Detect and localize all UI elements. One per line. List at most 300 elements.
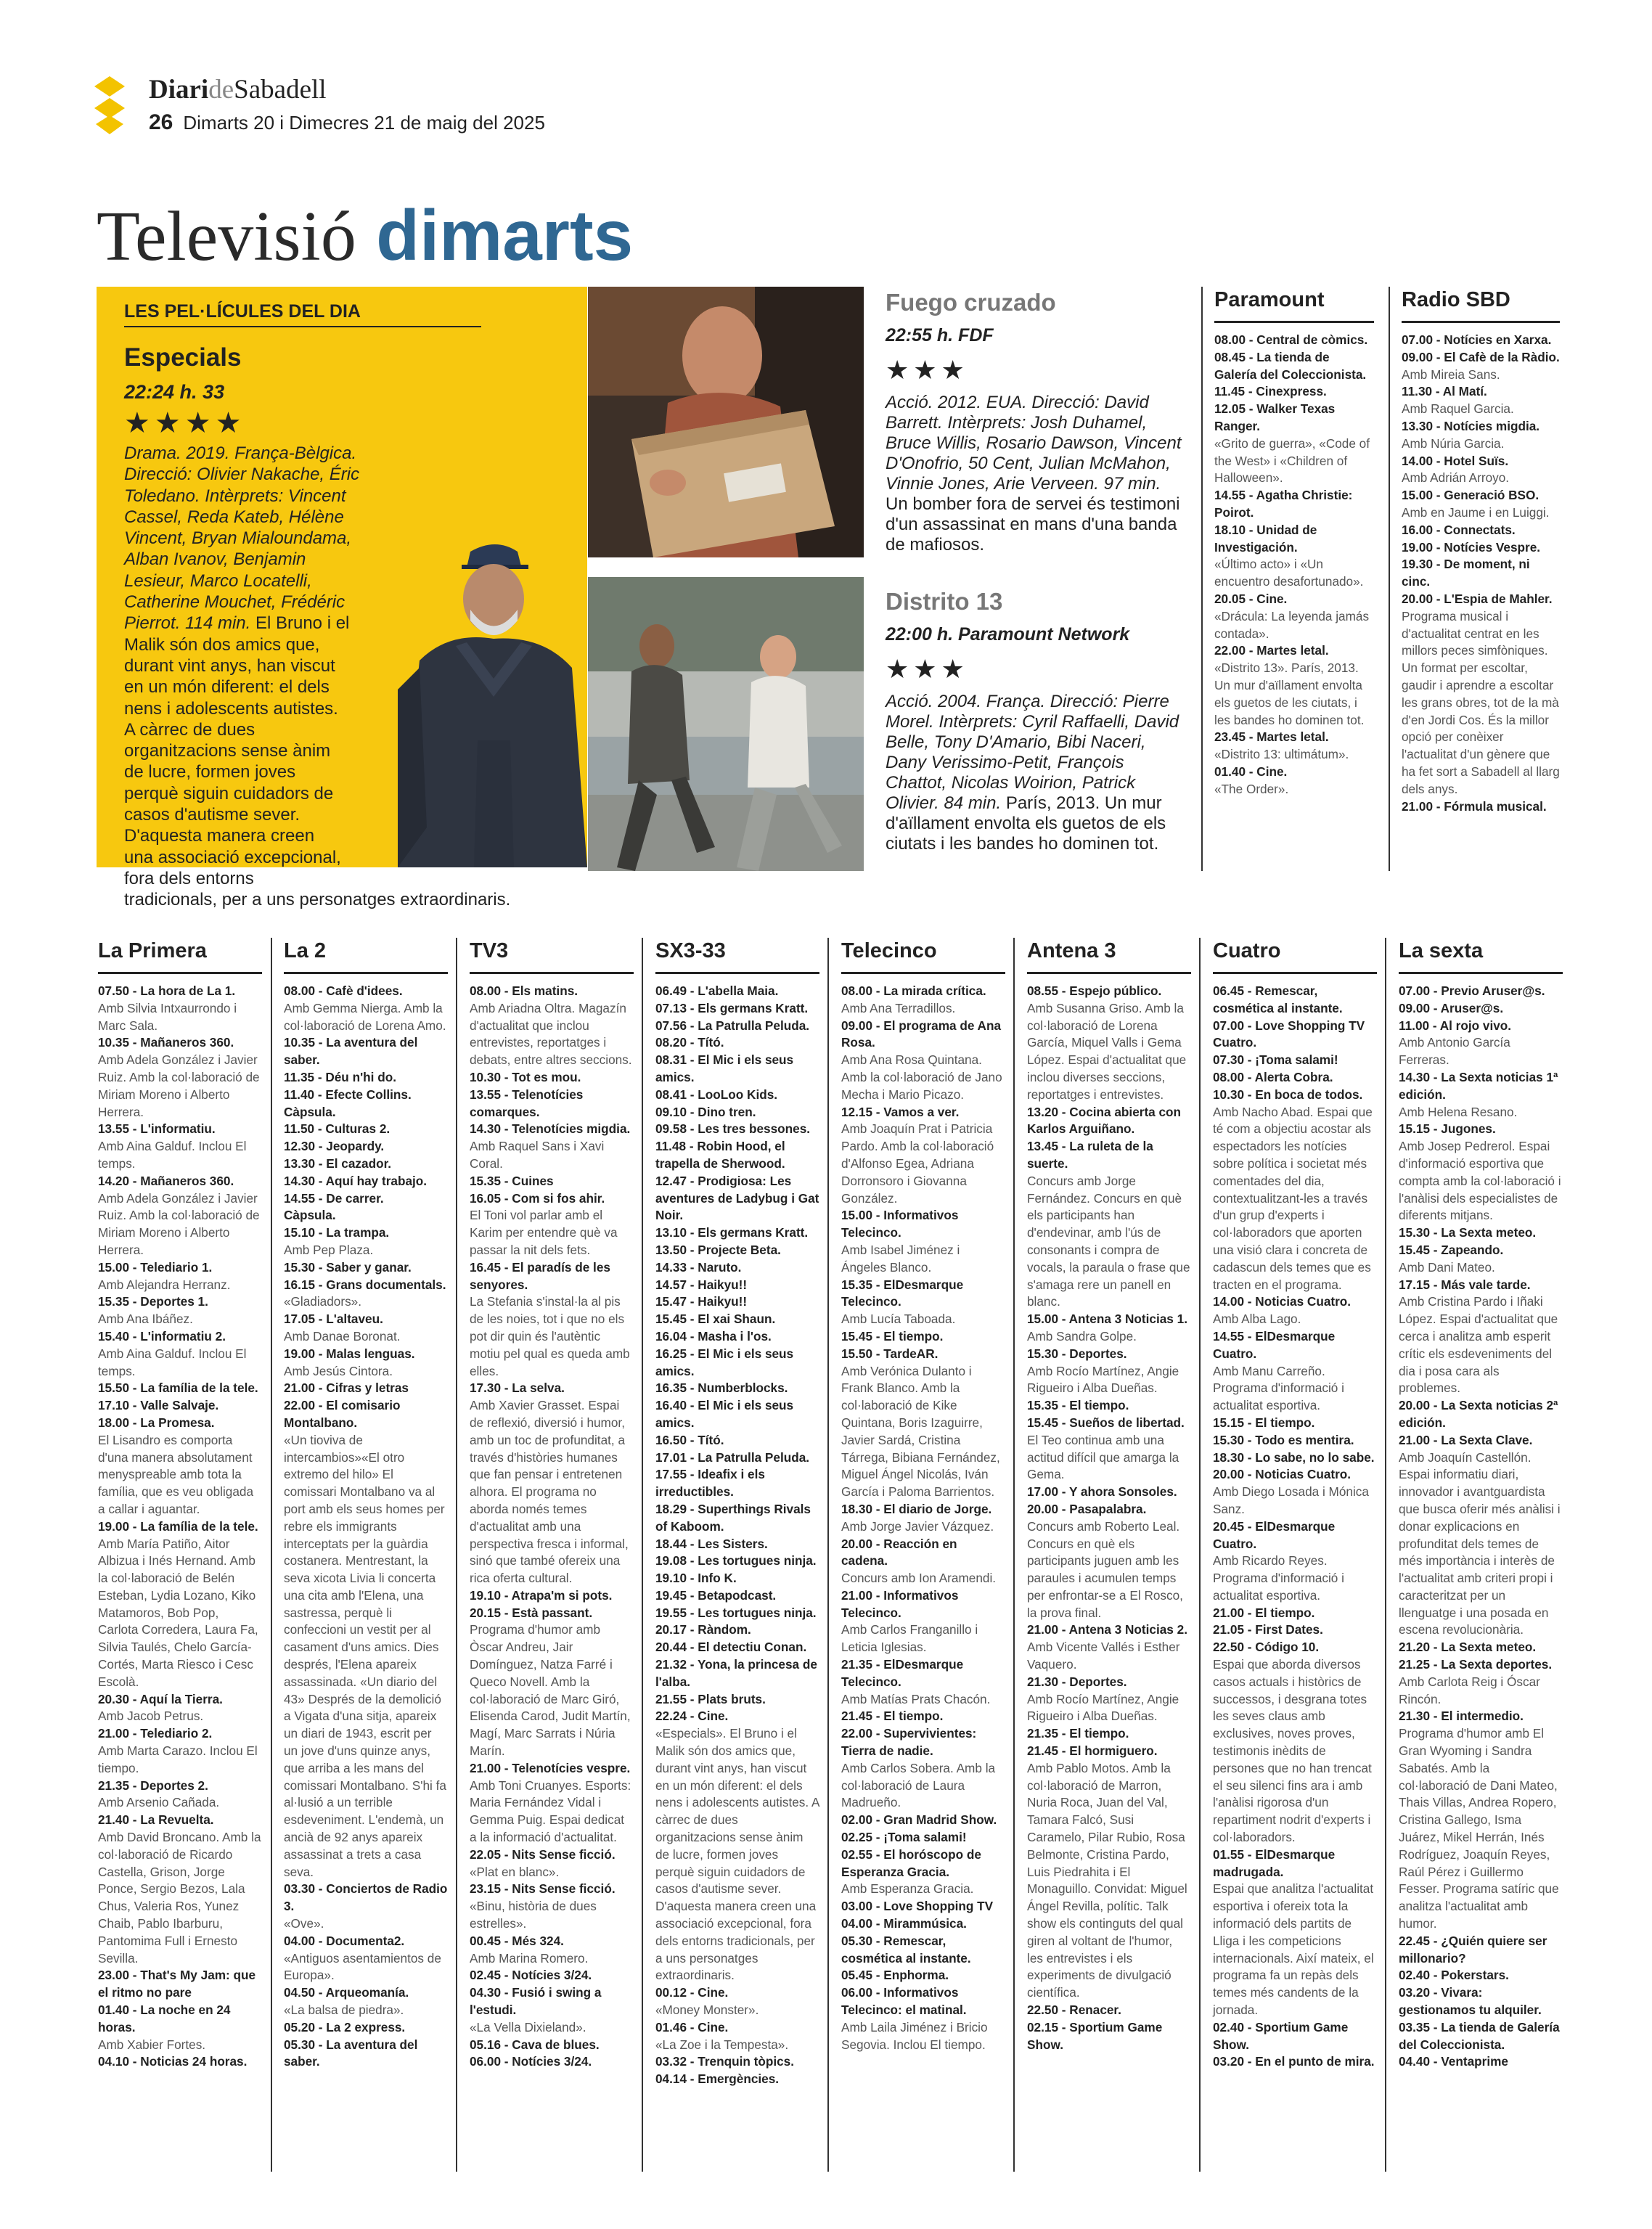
programme-title: 00.45 - Més 324. xyxy=(470,1933,564,1948)
programme-title: 04.00 - Documenta2. xyxy=(284,1933,405,1948)
channel-column-la-sexta xyxy=(1399,938,1563,2179)
programme-entry xyxy=(1214,764,1374,798)
programme-title: 21.35 - Deportes 2. xyxy=(98,1778,208,1793)
programme-description: El Teo continua amb una actitud difícil que amarga la Gema. xyxy=(1027,1432,1179,1482)
programme-entry xyxy=(841,1328,1005,1346)
programme-title: 21.30 - Deportes. xyxy=(1027,1674,1127,1689)
programme-title: 21.00 - Antena 3 Noticias 2. xyxy=(1027,1622,1187,1637)
programme-title: 16.35 - Numberblocks. xyxy=(655,1381,788,1396)
programme-entry xyxy=(1027,1104,1191,1139)
programme-entry xyxy=(98,1380,262,1397)
programme-entry xyxy=(1399,2019,1563,2054)
programme-title: 03.00 - Love Shopping TV xyxy=(841,1899,994,1914)
programme-title: 08.00 - Central de còmics. xyxy=(1214,332,1368,347)
movie-title: Distrito 13 xyxy=(886,588,1003,615)
programme-entry xyxy=(1399,1708,1563,1932)
programme-description: «Binu, història de dues estrelles». xyxy=(470,1899,597,1931)
programme-entry xyxy=(841,1104,1005,1208)
programme-title: 19.30 - De moment, ni cinc. xyxy=(1402,557,1530,589)
page-title xyxy=(97,195,634,276)
programme-entry xyxy=(1399,1277,1563,1398)
programme-title: 09.00 - Aruser@s. xyxy=(1399,1000,1504,1015)
diari-de-sabadell-logo xyxy=(94,76,125,134)
movie-rating-stars: ★★★ xyxy=(886,654,969,684)
programme-list xyxy=(1027,983,1191,2053)
programme-description: «Drácula: La leyenda jamás contada». xyxy=(1214,608,1370,641)
channel-name: Cuatro xyxy=(1213,938,1377,974)
programme-description: Amb Alba Lago. xyxy=(1213,1312,1301,1327)
programme-entry xyxy=(655,1466,819,1501)
movie-rating-stars: ★★★ xyxy=(886,355,969,385)
programme-description: «Un tioviva de intercambios»«El otro extremo del hilo» El comissari Montalbano va al port amb els seus homes per rebre els immigrants interceptats per la guàrdia costanera. Mentrestant, la seva xicota Livia li concerta una cita amb l'Elena, una sastressa, perquè li confeccioni un vestit per al casament d'uns amics. Dies després, l'Elena apareix assassinada. «Un diario del 43» Després de la demolició a Vigata d'una sitja, apareix un diari de 1943, escrit per un jove d'uns quinze anys, que arriba a les mans del comissari Montalbano. S'hi fa al·lusió a un terrible esdeveniment. L'endemà, un ancià de 92 anys apareix assassinat a trets a casa seva. xyxy=(284,1432,446,1879)
programme-title: 20.15 - Està passant. xyxy=(470,1605,593,1620)
programme-entry xyxy=(655,1034,819,1052)
programme-entry xyxy=(841,1501,1005,1536)
programme-title: 13.45 - La ruleta de la suerte. xyxy=(1027,1139,1153,1171)
programme-description: Amb Raquel Garcia. xyxy=(1402,401,1514,417)
programme-entry xyxy=(655,1052,819,1087)
programme-title: 07.13 - Els germans Kratt. xyxy=(655,1000,809,1015)
programme-entry xyxy=(655,1656,819,1691)
dateline xyxy=(149,110,545,135)
programme-title: 21.35 - ElDesmarque Telecinco. xyxy=(841,1657,964,1689)
programme-description: «La Vella Dixieland». xyxy=(470,2019,586,2034)
programme-title: 08.31 - El Mic i els seus amics. xyxy=(655,1052,794,1084)
programme-title: 17.15 - Más vale tarde. xyxy=(1399,1277,1531,1292)
movie-info: Acció. 2012. EUA. Direcció: David Barrett. Intèrprets: Josh Duhamel, Bruce Willis, Rosario Dawson, Vincent D'Onofrio, 50 Cent, Julian McMahon, Vinnie Jones, Arie Verveen. 97 min. xyxy=(886,393,1182,494)
programme-description: Programa musical i d'actualitat centrat en les millors peces simfòniques. Un format per escoltar, gaudir i aprendre a escoltar les grans obres, tot de la mà d'en Jordi Cos. És la millor opció per conèixer l'actualitat d'un gènere que ha fet sort a Sabadell al llarg dels anys. xyxy=(1402,608,1560,796)
programme-title: 22.00 - Martes letal. xyxy=(1214,643,1329,658)
programme-title: 08.00 - Els matins. xyxy=(470,983,578,998)
programme-title: 01.40 - Cine. xyxy=(1214,764,1288,779)
brand-wordmark xyxy=(149,74,327,105)
programme-entry xyxy=(284,2019,448,2037)
programme-entry xyxy=(841,1587,1005,1656)
programme-title: 17.00 - Y ahora Sonsoles. xyxy=(1027,1484,1177,1500)
programme-entry xyxy=(98,1967,262,2002)
programme-title: 11.00 - Al rojo vivo. xyxy=(1399,1018,1512,1033)
programme-entry xyxy=(655,1587,819,1605)
programme-entry xyxy=(98,2002,262,2053)
programme-entry xyxy=(1214,383,1374,401)
programme-title: 15.00 - Antena 3 Noticias 1. xyxy=(1027,1312,1187,1327)
programme-entry xyxy=(1402,522,1560,539)
programme-entry xyxy=(1027,1397,1191,1415)
programme-title: 12.30 - Jeopardy. xyxy=(284,1139,385,1154)
movie-info: Acció. 2004. França. Direcció: Pierre Morel. Intèrprets: Cyril Raffaelli, David Belle, Tony D'Amario, Bibi Naceri, Dany Verissimo-Petit, François Chattot, Nicolas Woirion, Patrick Olivier. 84 min. xyxy=(886,692,1179,813)
programme-title: 10.30 - Tot es mou. xyxy=(470,1069,581,1084)
programme-entry xyxy=(1027,1311,1191,1346)
brand-part-1: Diari xyxy=(149,75,209,105)
programme-title: 15.50 - TardeAR. xyxy=(841,1346,939,1361)
programme-entry xyxy=(655,1104,819,1121)
programme-description: Amb Marta Carazo. Inclou El tiempo. xyxy=(98,1743,258,1775)
featured-title: Especials xyxy=(124,343,242,372)
programme-entry xyxy=(1213,1328,1377,1415)
programme-title: 08.00 - Alerta Cobra. xyxy=(1213,1069,1333,1084)
programme-entry xyxy=(841,1915,1005,1933)
programme-description: Concurs amb Jorge Fernández. Concurs en què els participants han d'endevinar, amb l'ús de consonants i compra de vocals, la paraula o frase que s'amaga rere un panell en blanc. xyxy=(1027,1173,1190,1309)
programme-title: 20.00 - L'Espia de Mahler. xyxy=(1402,591,1553,606)
date-text: Dimarts 20 i Dimecres 21 de maig del 2025 xyxy=(183,112,545,134)
programme-entry xyxy=(1399,1933,1563,1968)
programme-description: Amb Carlos Franganillo i Leticia Iglesias. xyxy=(841,1622,978,1655)
programme-title: 21.55 - Plats bruts. xyxy=(655,1691,766,1706)
programme-entry xyxy=(1402,591,1560,798)
programme-description: Amb Josep Pedrerol. Espai d'informació esportiva que compta amb la col·laboració i l'anàlisi dels especialistes de diferents mitjans. xyxy=(1399,1139,1561,1223)
programme-description: Amb Jorge Javier Vázquez. xyxy=(841,1518,994,1534)
programme-description: Concurs amb Roberto Leal. Concurs en què els participants juguen amb les paraules i acumulen temps per enfrontar-se a El Rosco, la prova final. xyxy=(1027,1518,1183,1620)
programme-description: «Distrito 13: ultimátum». xyxy=(1214,747,1349,762)
page-number: 26 xyxy=(149,110,173,134)
programme-entry xyxy=(98,1259,262,1294)
programme-entry xyxy=(470,1087,634,1121)
programme-entry xyxy=(1402,798,1560,816)
channel-name: Telecinco xyxy=(841,938,1005,974)
programme-title: 21.00 - La Sexta Clave. xyxy=(1399,1432,1533,1447)
programme-title: 18.30 - Lo sabe, no lo sabe. xyxy=(1213,1449,1375,1465)
programme-entry xyxy=(1402,383,1560,418)
featured-actor-photo xyxy=(369,523,587,867)
programme-title: 09.10 - Dino tren. xyxy=(655,1104,756,1119)
programme-title: 13.10 - Els germans Kratt. xyxy=(655,1225,809,1240)
programme-title: 20.00 - La Sexta noticias 2ª edición. xyxy=(1399,1398,1558,1430)
programme-title: 06.00 - Informativos Telecinco: el matinal. xyxy=(841,1985,967,2018)
programme-title: 22.50 - Renacer. xyxy=(1027,2003,1121,2018)
programme-entry xyxy=(470,1881,634,1932)
programme-title: 06.45 - Remescar, cosmética al instante. xyxy=(1213,983,1343,1015)
programme-title: 02.25 - ¡Toma salami! xyxy=(841,1830,967,1845)
programme-title: 10.35 - Mañaneros 360. xyxy=(98,1035,234,1050)
programme-description: Amb Toni Cruanyes. Esports: Maria Fernández Vidal i Gemma Puig. Espai dedicat a la informació d'actualitat. xyxy=(470,1778,631,1845)
programme-entry xyxy=(1213,1449,1377,1467)
programme-title: 18.30 - El diario de Jorge. xyxy=(841,1501,992,1516)
column-rule xyxy=(1385,938,1386,2172)
channel-name: SX3-33 xyxy=(655,938,819,974)
programme-entry xyxy=(1213,1621,1377,1639)
programme-entry xyxy=(1027,983,1191,1104)
programme-entry xyxy=(655,1605,819,1622)
programme-entry xyxy=(98,1812,262,1967)
programme-title: 22.50 - Código 10. xyxy=(1213,1640,1320,1655)
column-rule xyxy=(1201,287,1203,871)
programme-description: Amb Mireia Sans. xyxy=(1402,367,1500,382)
programme-title: 07.00 - Notícies en Xarxa. xyxy=(1402,332,1552,347)
programme-title: 16.15 - Grans documentals. xyxy=(284,1277,446,1292)
programme-entry xyxy=(98,1034,262,1121)
programme-title: 11.45 - Cinexpress. xyxy=(1214,384,1327,399)
programme-title: 01.40 - La noche en 24 horas. xyxy=(98,2003,231,2034)
programme-description: Amb Isabel Jiménez i Ángeles Blanco. xyxy=(841,1242,960,1275)
channel-column-paramount xyxy=(1214,287,1374,875)
programme-title: 15.00 - Generació BSO. xyxy=(1402,488,1539,503)
programme-list xyxy=(470,983,634,2071)
programme-entry xyxy=(284,1224,448,1259)
programme-description: «La Zoe i la Tempesta». xyxy=(655,2037,789,2052)
programme-description: «Gladiadors». xyxy=(284,1294,362,1309)
programme-title: 11.48 - Robin Hood, el trapella de Sherwood. xyxy=(655,1139,785,1171)
movie-title: Fuego cruzado xyxy=(886,289,1056,316)
programme-title: 04.10 - Noticias 24 horas. xyxy=(98,2054,248,2069)
programme-title: 02.00 - Gran Madrid Show. xyxy=(841,1812,997,1828)
programme-entry xyxy=(655,1708,819,1984)
movie-body xyxy=(886,393,1183,555)
programme-entry xyxy=(841,1933,1005,1968)
programme-entry xyxy=(1213,1639,1377,1846)
programme-entry xyxy=(284,1207,448,1224)
column-rule xyxy=(642,938,643,2172)
programme-entry xyxy=(1399,1397,1563,1432)
programme-title: 15.30 - Saber y ganar. xyxy=(284,1259,412,1275)
programme-title: 15.35 - Cuines xyxy=(470,1173,554,1188)
programme-title: 20.45 - ElDesmarque Cuatro. xyxy=(1213,1518,1336,1551)
programme-entry xyxy=(470,1967,634,1984)
programme-title: 19.00 - Malas lenguas. xyxy=(284,1346,415,1361)
programme-title: 03.20 - En el punto de mira. xyxy=(1213,2054,1375,2069)
programme-title: 18.10 - Unidad de Investigación. xyxy=(1214,522,1317,555)
programme-description: «Plat en blanc». xyxy=(470,1864,560,1879)
channel-column-sx3-33 xyxy=(655,938,819,2179)
title-word-1: Televisió xyxy=(97,197,356,276)
programme-title: 01.55 - ElDesmarque madrugada. xyxy=(1213,1846,1336,1879)
featured-movie-box xyxy=(97,287,587,910)
programme-title: 22.00 - El comisario Montalbano. xyxy=(284,1398,401,1430)
programme-description: Amb Ana Terradillos. xyxy=(841,1000,956,1015)
programme-description: Amb Ana Rosa Quintana. Amb la col·laboració de Jano Mecha i Mario Picazo. xyxy=(841,1052,1002,1102)
programme-description: Amb Susanna Griso. Amb la col·laboració de Lorena García, Miquel Valls i Gema López. Espai d'actualitat que inclou diverses seccions, reportatges i entrevistes. xyxy=(1027,1000,1187,1102)
programme-entry xyxy=(284,1087,448,1104)
programme-entry xyxy=(1399,1984,1563,2019)
programme-entry xyxy=(841,1725,1005,1812)
programme-entry xyxy=(1027,1501,1191,1622)
programme-entry xyxy=(284,1984,448,2019)
programme-description: El Lisandro es comporta d'una manera absolutament menyspreable amb tota la família, que es veu obligada a callar i aguantar. xyxy=(98,1432,254,1516)
programme-title: 20.30 - Aquí la Tierra. xyxy=(98,1691,223,1706)
programme-description: Amb Danae Boronat. xyxy=(284,1328,401,1343)
programme-entry xyxy=(841,983,1005,1018)
programme-title: 20.00 - Noticias Cuatro. xyxy=(1213,1467,1352,1482)
programme-entry xyxy=(470,1190,634,1259)
programme-description: Amb Verónica Dulanto i Frank Blanco. Amb la col·laboració de Kike Quintana, Boris Izaguirre, Javier Sardá, Cristina Tárrega, Bibiana Fernández, Miguel Ángel Nicolás, Iván García i Paloma Barrientos. xyxy=(841,1363,1000,1500)
programme-title: 04.30 - Fusió i swing a l'estudi. xyxy=(470,1985,602,2018)
programme-entry xyxy=(284,983,448,1034)
programme-title: 15.15 - El tiempo. xyxy=(1213,1415,1315,1430)
programme-description: Amb Ariadna Oltra. Magazín d'actualitat que inclou entrevistes, reportatges i debats, entre altres seccions. xyxy=(470,1000,632,1068)
programme-title: Càpsula. xyxy=(284,1208,336,1223)
programme-description: «The Order». xyxy=(1214,781,1289,796)
programme-entry xyxy=(1399,1000,1563,1018)
programme-entry xyxy=(655,1346,819,1381)
programme-entry xyxy=(655,1000,819,1018)
programme-title: 11.50 - Culturas 2. xyxy=(284,1121,390,1137)
programme-entry xyxy=(98,1518,262,1691)
programme-entry xyxy=(98,1293,262,1328)
programme-entry xyxy=(98,1121,262,1172)
programme-entry xyxy=(1402,556,1560,591)
programme-title: 17.30 - La selva. xyxy=(470,1381,565,1396)
programme-list xyxy=(1399,983,1563,2071)
programme-description: Espai que aborda diversos casos actuals i històrics de successos, i desgrana totes les seves claus amb exclusives, noves proves, testimonis inèdits de persones que no han trencat el seu silenci fins ara i amb l'anàlisi rigorosa d'un repartiment nodrit d'experts i col·laboradors. xyxy=(1213,1657,1372,1845)
programme-entry xyxy=(655,1328,819,1346)
brand-part-3: Sabadell xyxy=(234,75,327,105)
programme-title: 17.01 - La Patrulla Peluda. xyxy=(655,1449,810,1465)
programme-title: 21.00 - Telediario 2. xyxy=(98,1726,213,1741)
programme-entry xyxy=(841,1277,1005,1328)
programme-entry xyxy=(1399,1967,1563,1984)
column-rule xyxy=(1199,938,1201,2172)
programme-title: 15.47 - Haikyu!! xyxy=(655,1294,748,1309)
movie-time: 22:00 h. Paramount Network xyxy=(886,624,1130,645)
programme-title: 02.55 - El horóscopo de Esperanza Gracia. xyxy=(841,1846,981,1879)
programme-entry xyxy=(1399,1121,1563,1224)
programme-title: 04.00 - Mirammúsica. xyxy=(841,1916,967,1931)
programme-title: 14.57 - Haikyu!! xyxy=(655,1277,748,1292)
programme-entry xyxy=(1213,1293,1377,1328)
programme-title: 12.05 - Walker Texas Ranger. xyxy=(1214,401,1336,433)
programme-title: 23.15 - Nits Sense ficció. xyxy=(470,1881,616,1897)
programme-entry xyxy=(284,1259,448,1277)
programme-entry xyxy=(1213,2019,1377,2054)
programme-title: 03.20 - Vivara: gestionamos tu alquiler. xyxy=(1399,1985,1542,2018)
programme-entry xyxy=(1402,349,1560,384)
programme-description: Amb Silvia Intxaurrondo i Marc Sala. xyxy=(98,1000,237,1033)
programme-title: 06.49 - L'abella Maia. xyxy=(655,983,779,998)
programme-title: 14.00 - Noticias Cuatro. xyxy=(1213,1294,1352,1309)
programme-title: 09.00 - El programa de Ana Rosa. xyxy=(841,1018,1002,1050)
programme-description: Amb Pep Plaza. xyxy=(284,1242,374,1257)
programme-title: 14.55 - ElDesmarque Cuatro. xyxy=(1213,1328,1336,1361)
programme-entry xyxy=(1214,349,1374,384)
programme-entry xyxy=(1399,1242,1563,1277)
programme-title: 15.30 - La Sexta meteo. xyxy=(1399,1225,1537,1240)
programme-entry xyxy=(655,2019,819,2054)
programme-entry xyxy=(284,1881,448,1932)
programme-title: 05.20 - La 2 express. xyxy=(284,2019,406,2034)
programme-list xyxy=(284,983,448,2071)
programme-entry xyxy=(841,1967,1005,1984)
movie-synopsis: París, 2013. Un mur d'aïllament envolta els guetos de els ciutats i les bandes ho dominen tot. xyxy=(886,793,1166,854)
programme-title: 15.10 - La trampa. xyxy=(284,1225,390,1240)
programme-title: 04.14 - Emergències. xyxy=(655,2071,780,2087)
programme-description: Amb Helena Resano. xyxy=(1399,1104,1518,1119)
programme-entry xyxy=(1399,2053,1563,2071)
programme-title: 02.40 - Pokerstars. xyxy=(1399,1968,1509,1983)
programme-entry xyxy=(655,1380,819,1397)
programme-entry xyxy=(655,1087,819,1104)
programme-title: 15.50 - La família de la tele. xyxy=(98,1381,258,1396)
programme-entry xyxy=(655,1242,819,1259)
programme-description: Amb Arsenio Cañada. xyxy=(98,1795,220,1810)
programme-title: 23.00 - That's My Jam: que el ritmo no pare xyxy=(98,1968,256,2000)
movie-synopsis: Un bomber fora de servei és testimoni d'un assassinat en mans d'una banda de mafiosos. xyxy=(886,494,1180,555)
channel-column-la-2 xyxy=(284,938,448,2179)
programme-entry xyxy=(655,2053,819,2071)
programme-list xyxy=(841,983,1005,2053)
programme-entry xyxy=(1214,332,1374,349)
programme-entry xyxy=(284,1156,448,1173)
programme-entry xyxy=(841,1846,1005,1898)
programme-title: 02.45 - Notícies 3/24. xyxy=(470,1968,592,1983)
programme-title: Càpsula. xyxy=(284,1104,336,1119)
programme-title: 15.30 - Todo es mentira. xyxy=(1213,1432,1354,1447)
programme-title: 13.50 - Projecte Beta. xyxy=(655,1242,781,1257)
channel-name: Paramount xyxy=(1214,287,1374,323)
programme-title: 08.00 - La mirada crítica. xyxy=(841,983,986,998)
programme-title: 03.35 - La tienda de Galería del Coleccionista. xyxy=(1399,2019,1560,2052)
programme-entry xyxy=(284,1933,448,1984)
programme-description: Amb Adela González i Javier Ruiz. Amb la col·laboració de Miriam Moreno i Alberto Herrera. xyxy=(98,1190,260,1257)
channel-column-telecinco xyxy=(841,938,1005,2179)
programme-description: Amb Jacob Petrus. xyxy=(98,1709,204,1724)
programme-description: Amb Xavier Grasset. Espai de reflexió, diversió i humor, amb un toc de profunditat, a través d'històries humanes que fan pensar i entretenen alhora. El programa no aborda només temes d'actualitat amb una perspectiva fresca i informal, sinó que també ofereix una rica oferta cultural. xyxy=(470,1398,629,1586)
programme-description: La Stefania s'instal·la al pis de les noies, tot i que no els pot dir quin és l'autèntic motiu pel qual es queda amb elles. xyxy=(470,1294,630,1378)
programme-description: Amb Manu Carreño. Programa d'informació i actualitat esportiva. xyxy=(1213,1363,1344,1413)
programme-entry xyxy=(98,1397,262,1415)
programme-title: 15.35 - Deportes 1. xyxy=(98,1294,208,1309)
programme-entry xyxy=(1027,1743,1191,2002)
programme-description: «Antiguos asentamientos de Europa». xyxy=(284,1950,441,1983)
programme-entry xyxy=(1402,539,1560,557)
programme-description: Amb Núria Garcia. xyxy=(1402,435,1505,451)
programme-entry xyxy=(98,1328,262,1380)
channel-name: TV3 xyxy=(470,938,634,974)
programme-description: Amb Esperanza Gracia. xyxy=(841,1881,974,1897)
programme-title: 21.45 - El tiempo. xyxy=(841,1709,944,1724)
programme-entry xyxy=(284,1121,448,1138)
programme-entry xyxy=(655,1501,819,1536)
programme-title: 16.00 - Connectats. xyxy=(1402,522,1516,537)
programme-list xyxy=(655,983,819,2088)
programme-description: «La balsa de piedra». xyxy=(284,2003,404,2018)
programme-title: 21.35 - El tiempo. xyxy=(1027,1726,1129,1741)
column-rule xyxy=(1013,938,1015,2172)
programme-entry xyxy=(655,1553,819,1570)
programme-title: 08.20 - Tító. xyxy=(655,1035,724,1050)
programme-entry xyxy=(1213,1605,1377,1622)
programme-description: Amb Adela González i Javier Ruiz. Amb la col·laboració de Miriam Moreno i Alberto Herrera. xyxy=(98,1052,260,1119)
programme-title: 21.45 - El hormiguero. xyxy=(1027,1743,1158,1759)
programme-description: Amb Rocío Martínez, Angie Rigueiro i Alba Dueñas. xyxy=(1027,1691,1179,1724)
programme-title: 13.20 - Cocina abierta con Karlos Arguiñano. xyxy=(1027,1104,1182,1137)
movie-time: 22:55 h. FDF xyxy=(886,325,994,345)
programme-title: 00.12 - Cine. xyxy=(655,1985,729,2000)
programme-title: 21.25 - La Sexta deportes. xyxy=(1399,1657,1553,1672)
programme-entry xyxy=(470,1121,634,1172)
programme-entry xyxy=(655,1621,819,1639)
programme-entry xyxy=(1402,418,1560,453)
programme-description: Amb Lucía Taboada. xyxy=(841,1312,956,1327)
programme-title: 10.30 - En boca de todos. xyxy=(1213,1087,1363,1102)
programme-entry xyxy=(655,1570,819,1587)
programme-title: 18.00 - La Promesa. xyxy=(98,1415,215,1430)
programme-description: Programa d'humor amb Òscar Andreu, Jair Domínguez, Natza Farré i Queco Novell. Amb la col·laboració de Marc Giró, Elisenda Carod, Judit Martín, Magí, Marc Sarrats i Núria Marín. xyxy=(470,1622,631,1759)
programme-entry xyxy=(98,1691,262,1726)
programme-description: Espai que analitza l'actualitat esportiva i ofereix tota la informació dels partits de Lliga i les competicions internacionals. Així mateix, el programa fa un repàs dels temes més candents de la jornada. xyxy=(1213,1881,1374,2018)
programme-title: 21.20 - La Sexta meteo. xyxy=(1399,1640,1537,1655)
programme-title: 07.56 - La Patrulla Peluda. xyxy=(655,1018,810,1033)
programme-entry xyxy=(841,1708,1005,1725)
programme-entry xyxy=(1213,1432,1377,1449)
programme-description: Amb Ana Ibáñez. xyxy=(98,1312,193,1327)
programme-entry xyxy=(1214,401,1374,487)
programme-title: 14.20 - Mañaneros 360. xyxy=(98,1173,234,1188)
column-rule xyxy=(827,938,829,2172)
programme-description: Programa d'humor amb El Gran Wyoming i Sandra Sabatés. Amb la col·laboració de Dani Mateo, Thais Villas, Andrea Ropero, Cristina Gallego, Isma Juárez, Mikel Herrán, Inés Rodríguez, Joaquín Reyes, Raúl Pérez i Guillermo Fesser. Programa satíric que analitza l'actualitat amb humor. xyxy=(1399,1726,1559,1931)
programme-entry xyxy=(470,1380,634,1587)
programme-entry xyxy=(841,1536,1005,1587)
programme-title: 20.17 - Ràndom. xyxy=(655,1622,751,1637)
programme-entry xyxy=(841,1207,1005,1276)
